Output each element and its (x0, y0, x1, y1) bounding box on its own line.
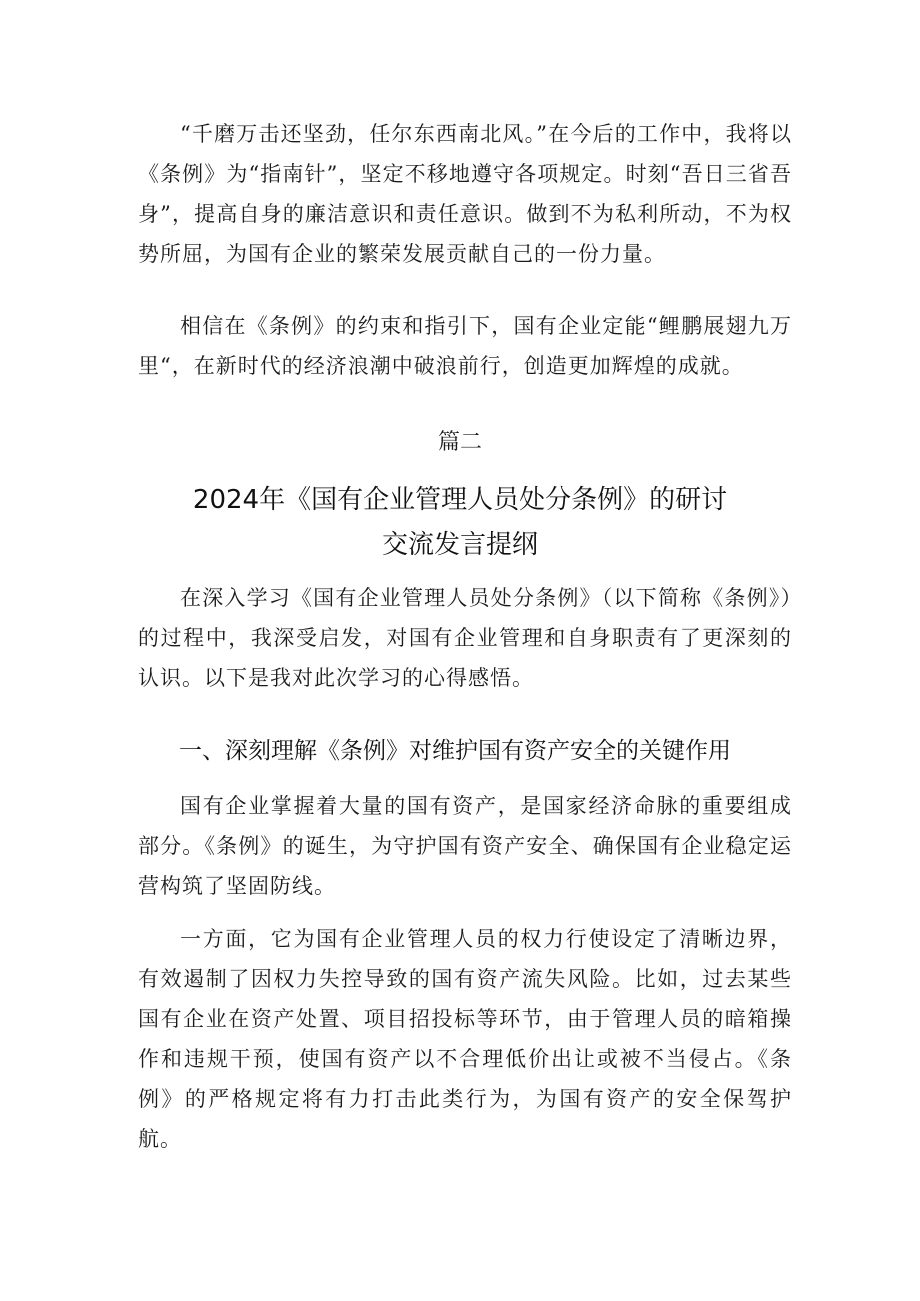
document-title-line-1: 2024年《国有企业管理人员处分条例》的研讨 (192, 485, 728, 515)
document-title-line-2: 交流发言提纲 (381, 530, 538, 560)
section-heading-1: 一、深刻理解《条例》对维护国有资产安全的关键作用 (179, 738, 731, 764)
paragraph-body-1: 国有企业掌握着大量的国有资产，是国家经济命脉的重要组成部分。《条例》的诞生，为守护国有资产安全、确保国有企业稳定运营构筑了坚固防线。 (138, 794, 792, 898)
paragraph-belief: 相信在《条例》的约束和指引下，国有企业定能“鲤鹏展翅九万里“，在新时代的经济浪潮中破浪前行，创造更加辉煌的成就。 (138, 314, 792, 378)
section-label: 篇二 (437, 430, 482, 455)
paragraph-poem-quote: “千磨万击还坚劲，任尔东西南北风。”在今后的工作中，我将以《条例》为“指南针”，坚定不移地遵守各项规定。时刻“吾日三省吾身”，提高自身的廉洁意识和责任意识。做到不为私利所动，不为权势所屈，为国有企业的繁荣发展贡献自己的一份力量。 (138, 122, 792, 266)
paragraph-intro: 在深入学习《国有企业管理人员处分条例》（以下简称《条例》）的过程中，我深受启发，对国有企业管理和自身职责有了更深刻的认识。以下是我对此次学习的心得感悟。 (138, 586, 792, 690)
paragraph-body-2: 一方面，它为国有企业管理人员的权力行使设定了清晰边界，有效遏制了因权力失控导致的国有资产流失风险。比如，过去某些国有企业在资产处置、项目招投标等环节，由于管理人员的暗箱操作和违规干预，使国有资产以不合理低价出让或被不当侵占。《条例》的严格规定将有力打击此类行为，为国有资产的安全保驾护航。 (138, 927, 792, 1151)
